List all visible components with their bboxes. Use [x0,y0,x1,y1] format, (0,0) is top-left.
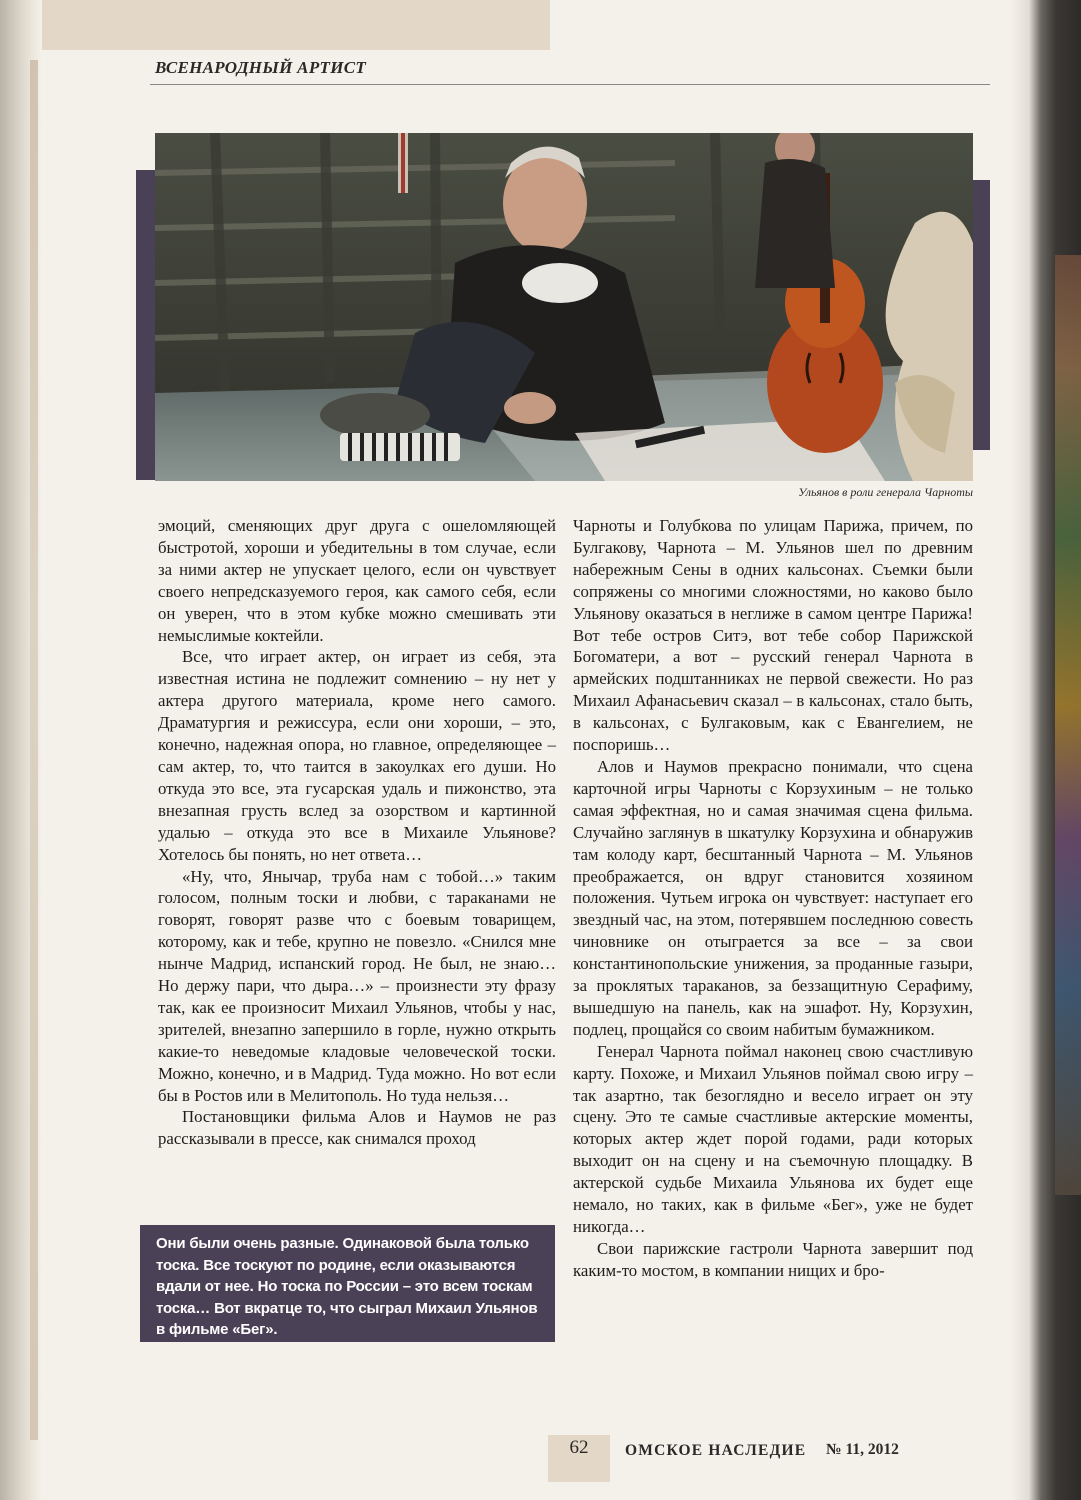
running-head: ВСЕНАРОДНЫЙ АРТИСТ [155,58,367,77]
page-number: 62 [569,1437,589,1458]
paragraph: Свои парижские гастроли Чарнота завершит под каким-то мостом, в компании нищих и бро- [573,1238,973,1280]
paragraph: Постановщики фильма Алов и Наумов не раз рассказывали в прессе, как снимался проход [158,1107,556,1149]
article-column-right [573,515,973,1282]
film-still-illustration [155,133,973,481]
pull-quote: Они были очень разные. Одинаковой была только тоска. Все тоскуют по родине, если оказываются вдали от нее. Но тоска по России – это всем тоскам тоска… Вот вкратце то, что сыграл Михаил Ульянов в фильме «Бег». [140,1225,555,1342]
photo-caption: Ульянов в роли генерала Чарноты [798,485,973,499]
top-decorative-band [42,0,550,50]
paragraph: эмоций, сменяющих друг друга с ошеломляющей быстротой, хороши и убедительны в том случае, если за ними актер не упускает целого, если он чувствует своего непредсказуемого героя, как самого себя, если он уверен, что в этом кубке можно смешивать эти немыслимые коктейли. [158,516,556,645]
paragraph: Алов и Наумов прекрасно понимали, что сцена карточной игры Чарноты с Корзухиным – не только самая эффектная, но и самая значимая сцена фильма. Случайно заглянув в шкатулку Корзухина и обнаружив там колоду карт, бесштанный Чарнота – М. Ульянов преображается, он вдруг становится хозяином положения. Чутьем игрока он чувствует: наступает его звездный час, на этом, потерявшем последнюю совесть чиновнике он отыграется за все – за свои константинопольские унижения, за проданные газыри, за проклятых тараканов, за беззащитную Серафиму, вышедшую на панель, как на эшафот. Ну, Корзухин, подлец, прощайся со своим набитым бумажником. [573,756,973,1039]
paragraph: Генерал Чарнота поймал наконец свою счастливую карту. Похоже, и Михаил Ульянов поймал свою игру – так азартно, так безоглядно и весело играет он эту сцену. Это те самые счастливые актерские моменты, которых актер ждет порой годами, ради которых выходит он на сцену и на съемочную площадку. В актерской судьбе Михаила Ульянова их будет еще немало, но таких, как в фильме «Бег», уже не будет никогда… [573,1041,973,1236]
photo-accent-bar-left [136,170,155,480]
issue-number: № 11, 2012 [826,1441,899,1458]
paragraph: «Ну, что, Янычар, труба нам с тобой…» таким голосом, полным тоски и любви, с тараканами не говорят, говорят разве что с боевым товарищем, которому, как и тебе, крупно не повезло. «Снился мне нынче Мадрид, испанский город. Не был, не знаю… Но держу пари, что дыра…» – произнести эту фразу так, как ее произносит Михаил Ульянов, чтобы у нас, зрителей, внезапно запершило в горле, нужно открыть какие-то неведомые кладовые человеческой тоски. Можно, конечно, и в Мадрид. Туда можно. Но вот если бы в Ростов или в Мелитополь. Но туда нельзя… [158,866,556,1105]
page-edge-strip [30,60,38,1440]
photo-accent-bar-right [973,180,990,450]
article-column-left [158,515,556,1150]
magazine-title: ОМСКОЕ НАСЛЕДИЕ [625,1442,807,1459]
paragraph: Чарноты и Голубкова по улицам Парижа, причем, по Булгакову, Чарнота – М. Ульянов шел по древним набережным Сены в одних кальсонах. Съемки были сопряжены со многими сложностями, но каково было Ульянову оказаться в неглиже в самом центре Парижа! Вот тебе остров Ситэ, вот тебе собор Парижской Богоматери, а вот – русский генерал Чарнота в армейских подштанниках не первой свежести. Но раз Михаил Афанасьевич сказал – в кальсонах, стало быть, в кальсонах, с Булгаковым, как с Евангелием, не поспоришь… [573,516,973,755]
paragraph: Все, что играет актер, он играет из себя, эта известная истина не подлежит сомнению – ну нет у актера другого материала, кроме него самого. Драматургия и режиссура, если они хороши, – это, конечно, надежная опора, но главное, определяющее – сам актер, то, что таится в закоулках его души. Но откуда это все, эта гусарская удаль и пижонство, эта внезапная грусть вслед за озорством и картинной удалью – откуда это все в Михаиле Ульянове? Хотелось бы понять, но нет ответа… [158,647,556,864]
film-still-photo [155,133,973,481]
header-rule [150,84,990,85]
next-page-colored-strip [1055,255,1081,1195]
